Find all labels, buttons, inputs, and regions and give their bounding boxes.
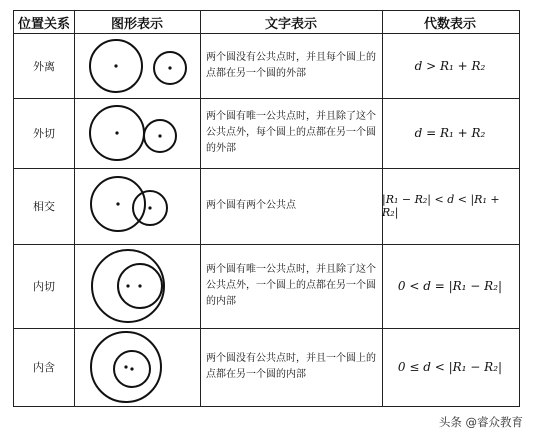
externally-tangent-figure xyxy=(74,98,200,168)
algebra-formula: d = R₁ + R₂ xyxy=(414,126,486,140)
algebra-formula: 0 < d = |R₁ − R₂| xyxy=(397,279,503,293)
text-description: 两个圆有唯一公共点时，并且除了这个公共点外，一个圆上的点都在另一个圆的内部 xyxy=(206,264,376,307)
center-dot xyxy=(158,134,161,137)
relation-label: 内切 xyxy=(33,280,55,293)
center-dot xyxy=(116,202,119,205)
header-figure: 图形表示 xyxy=(110,16,163,32)
header-relation: 位置关系 xyxy=(17,16,70,32)
center-dot xyxy=(148,206,151,209)
contained-circles-figure xyxy=(74,328,200,405)
center-dot xyxy=(115,131,118,134)
intersecting-circles-figure xyxy=(74,168,200,244)
relation-label: 外切 xyxy=(33,127,55,140)
relation-label: 内含 xyxy=(33,360,55,374)
internally-tangent-figure xyxy=(74,244,200,328)
center-dot xyxy=(138,284,141,287)
algebra-formula: d > R₁ + R₂ xyxy=(414,58,486,73)
header-text: 文字表示 xyxy=(264,16,317,32)
separate-circles-figure xyxy=(74,33,200,98)
text-description: 两个圆没有公共点时，并且每个圆上的点都在另一个圆的外部 xyxy=(206,51,376,79)
center-dot xyxy=(126,284,129,287)
text-description: 两个圆没有公共点时，并且一个圆上的点都在另一个圆的内部 xyxy=(206,352,376,380)
center-dot xyxy=(114,64,117,67)
relation-label: 相交 xyxy=(33,200,55,213)
algebra-formula: |R₁ − R₂| < d < |R₁ + R₂| xyxy=(382,193,500,219)
text-description: 两个圆有唯一公共点时，并且除了这个公共点外，每个圆上的点都在另一个圆的外部 xyxy=(206,111,376,154)
header-algebra: 代数表示 xyxy=(423,16,476,32)
center-dot xyxy=(124,365,127,368)
text-description: 两个圆有两个公共点 xyxy=(206,200,296,211)
relation-label: 外离 xyxy=(33,59,55,73)
center-dot xyxy=(168,66,171,69)
center-dot xyxy=(130,367,133,370)
algebra-formula: 0 ≤ d < |R₁ − R₂| xyxy=(397,359,503,374)
watermark: 头条 @睿众教育 xyxy=(438,415,523,429)
circle-position-table xyxy=(13,10,520,407)
